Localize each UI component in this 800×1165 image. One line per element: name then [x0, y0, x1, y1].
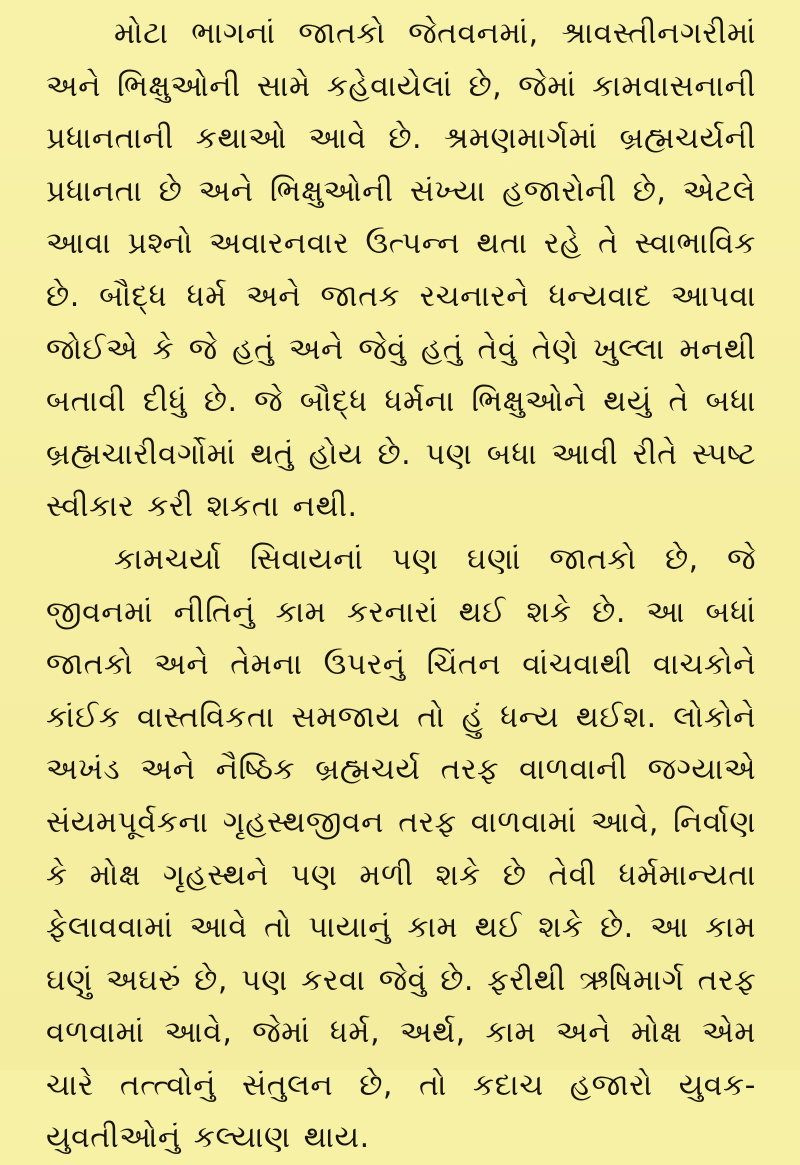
paragraph-1: મોટા ભાગનાં જાતકો જેતવનમાં, શ્રાવસ્તીનગરીમાં અને ભિક્ષુઓની સામે કહેવાયેલાં છે, જેમાં કામવાસનાની પ્રધાનતાની કથાઓ આવે છે. શ્રમણમાર્ગમાં બ્રહ્મચર્યની પ્રધાનતા છે અને ભિક્ષુઓની સંખ્યા હજારોની છે, એટલે આવા પ્રશ્નો અવારનવાર ઉત્પન્ન થતા રહે તે સ્વાભાવિક છે. બૌદ્ધ ધર્મ અને જાતક રચનારને ધન્યવાદ આપવા જોઈએ કે જે હતું અને જેવું હતું તેવું તેણે ખુલ્લા મનથી બતાવી દીધું છે. જે બૌદ્ધ ધર્મના ભિક્ષુઓને થયું તે બધા બ્રહ્મચારીવર્ગોમાં થતું હોય છે. પણ બધા આવી રીતે સ્પષ્ટ સ્વીકાર કરી શકતા નથી.	[46, 16, 756, 525]
paragraph-2: કામચર્યા સિવાયનાં પણ ઘણાં જાતકો છે, જે જીવનમાં નીતિનું કામ કરનારાં થઈ શકે છે. આ બધાં જાતકો અને તેમના ઉપરનું ચિંતન વાંચવાથી વાચકોને કાંઈક વાસ્તવિકતા સમજાય તો હું ધન્ય થઈશ. લોકોને અખંડ અને નૈષ્ઠિક બ્રહ્મચર્ય તરફ વાળવાની જગ્યાએ સંયમપૂર્વકના ગૃહસ્થજીવન તરફ વાળવામાં આવે, નિર્વાણ કે મોક્ષ ગૃહસ્થને પણ મળી શકે છે તેવી ધર્મમાન્યતા ફેલાવવામાં આવે તો પાયાનું કામ થઈ શકે છે. આ કામ ઘણું અઘરું છે, પણ કરવા જેવું છે. ફરીથી ઋષિમાર્ગ તરફ વળવામાં આવે, જેમાં ધર્મ, અર્થ, કામ અને મોક્ષ એમ ચારે તત્ત્વોનું સંતુલન છે, તો કદાચ હજારો યુવક-યુવતીઓનું કલ્યાણ થાય.	[46, 541, 756, 1156]
